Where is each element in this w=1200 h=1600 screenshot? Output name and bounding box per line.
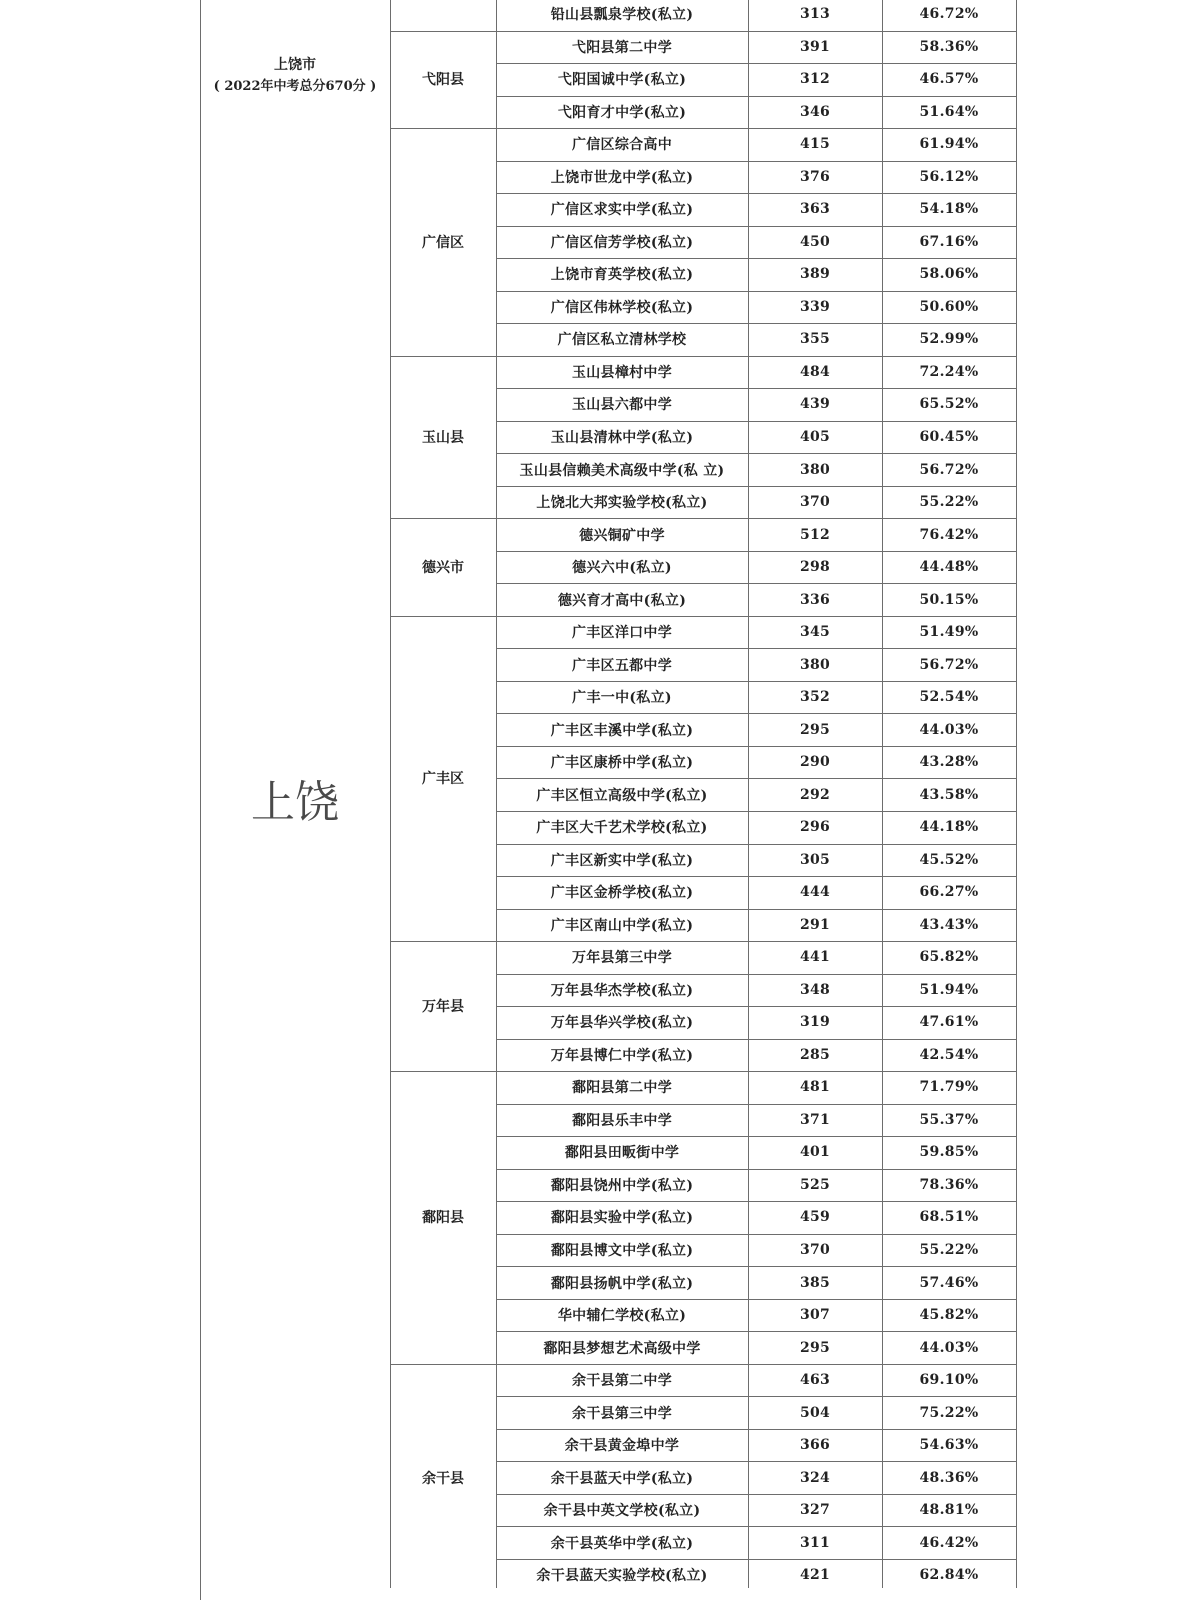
school-name: 广丰区大千艺术学校(私立) (536, 820, 708, 837)
school-name: 上饶北大邦实验学校(私立) (536, 495, 708, 512)
school-name: 鄱阳县第二中学 (571, 1080, 673, 1097)
school-percent: 45.82% (919, 1307, 979, 1324)
school-percent: 46.42% (919, 1534, 979, 1551)
school-percent: 65.82% (919, 949, 979, 966)
city-label (200, 55, 390, 97)
school-percent: 52.99% (919, 331, 979, 348)
school-score: 481 (799, 1079, 831, 1096)
school-score: 296 (799, 819, 831, 836)
school-percent: 65.52% (919, 396, 979, 413)
school-score: 307 (799, 1307, 831, 1324)
school-name: 德兴六中(私立) (572, 560, 672, 577)
school-percent: 45.52% (919, 851, 979, 868)
school-name: 华中辅仁学校(私立) (557, 1308, 687, 1325)
school-name: 余干县蓝天实验学校(私立) (536, 1568, 708, 1585)
school-score: 327 (799, 1502, 831, 1519)
school-score: 484 (799, 363, 831, 380)
school-percent: 46.72% (919, 6, 979, 23)
school-name: 余干县第二中学 (571, 1373, 673, 1390)
school-name: 鄱阳县乐丰中学 (571, 1112, 673, 1129)
school-score: 348 (799, 981, 831, 998)
school-score: 298 (799, 559, 831, 576)
school-percent: 58.06% (919, 266, 979, 283)
school-score: 295 (799, 1339, 831, 1356)
school-percent: 75.22% (919, 1404, 979, 1421)
school-name: 余干县中英文学校(私立) (543, 1503, 701, 1520)
school-score: 305 (799, 851, 831, 868)
city-note: ( 2022年中考总分670分 ) (213, 79, 377, 94)
county-name: 余干县 (422, 1470, 464, 1487)
school-percent: 48.36% (919, 1469, 979, 1486)
school-score: 345 (799, 624, 831, 641)
school-name: 鄱阳县田畈街中学 (564, 1145, 680, 1162)
school-percent: 72.24% (919, 363, 979, 380)
school-score: 463 (799, 1372, 831, 1389)
city-name: 上饶市 (274, 57, 316, 73)
school-score: 291 (799, 916, 831, 933)
school-name: 上饶市育英学校(私立) (550, 267, 694, 284)
school-percent: 43.43% (919, 916, 979, 933)
school-percent: 42.54% (919, 1046, 979, 1063)
county-name: 鄱阳县 (422, 1210, 464, 1227)
school-name: 余干县英华中学(私立) (550, 1535, 694, 1552)
school-name: 万年县华兴学校(私立) (550, 1015, 694, 1032)
school-name: 广信区求实中学(私立) (550, 202, 694, 219)
school-percent: 43.28% (919, 754, 979, 771)
school-score: 324 (799, 1469, 831, 1486)
school-name: 鄱阳县饶州中学(私立) (550, 1177, 694, 1194)
school-name: 德兴育才高中(私立) (557, 592, 687, 609)
school-percent: 59.85% (919, 1144, 979, 1161)
column-border (1016, 0, 1017, 1588)
school-percent: 56.72% (919, 461, 979, 478)
school-score: 415 (799, 136, 831, 153)
school-score: 421 (799, 1567, 831, 1584)
county-name: 万年县 (422, 999, 464, 1016)
school-name: 万年县博仁中学(私立) (550, 1047, 694, 1064)
school-name: 广丰区五都中学 (571, 657, 673, 674)
school-score: 371 (799, 1111, 831, 1128)
school-name: 广信区信芳学校(私立) (550, 234, 694, 251)
school-percent: 47.61% (919, 1014, 979, 1031)
school-percent: 46.57% (919, 71, 979, 88)
school-score: 441 (799, 949, 831, 966)
school-percent: 54.18% (919, 201, 979, 218)
school-score: 459 (799, 1209, 831, 1226)
school-score: 319 (799, 1014, 831, 1031)
school-score: 366 (799, 1437, 831, 1454)
school-name: 余干县第三中学 (571, 1405, 673, 1422)
school-percent: 78.36% (919, 1176, 979, 1193)
school-percent: 50.60% (919, 298, 979, 315)
school-score: 380 (799, 461, 831, 478)
school-score: 376 (799, 168, 831, 185)
school-score: 355 (799, 331, 831, 348)
school-percent: 51.64% (919, 103, 979, 120)
school-score: 380 (799, 656, 831, 673)
school-name: 广丰区丰溪中学(私立) (550, 722, 694, 739)
school-name: 万年县华杰学校(私立) (550, 982, 694, 999)
school-name: 余干县黄金埠中学 (564, 1438, 680, 1455)
school-percent: 69.10% (919, 1372, 979, 1389)
school-name: 德兴铜矿中学 (579, 527, 665, 544)
school-name: 弋阳县第二中学 (571, 39, 673, 56)
school-score: 385 (799, 1274, 831, 1291)
school-percent: 55.22% (919, 1242, 979, 1258)
school-score: 525 (799, 1176, 831, 1193)
school-score: 312 (799, 71, 831, 88)
school-percent: 61.94% (919, 136, 979, 153)
school-name: 鄱阳县扬帆中学(私立) (550, 1275, 694, 1292)
school-percent: 55.37% (919, 1111, 979, 1128)
school-score: 352 (799, 689, 831, 706)
school-name: 鄱阳县博文中学(私立) (550, 1243, 694, 1259)
school-percent: 66.27% (919, 884, 979, 901)
school-percent: 44.03% (919, 1339, 979, 1356)
school-score: 285 (799, 1046, 831, 1063)
school-name: 广丰区新实中学(私立) (550, 852, 694, 869)
school-name: 广丰区洋口中学 (571, 625, 673, 642)
school-score: 401 (799, 1144, 831, 1161)
school-percent: 71.79% (919, 1079, 979, 1096)
school-percent: 67.16% (919, 233, 979, 250)
school-name: 鄱阳县梦想艺术高级中学 (543, 1340, 701, 1357)
school-name: 鄱阳县实验中学(私立) (550, 1210, 694, 1227)
school-percent: 76.42% (919, 526, 979, 543)
county-name: 德兴市 (422, 560, 464, 577)
school-percent: 52.54% (919, 689, 979, 706)
school-score: 391 (799, 38, 831, 55)
big-city-label: 上饶 (251, 777, 339, 828)
school-score: 504 (799, 1404, 831, 1421)
school-score: 370 (799, 1242, 831, 1258)
school-percent: 60.45% (919, 429, 979, 445)
school-percent: 56.12% (919, 168, 979, 185)
school-percent: 43.58% (919, 786, 979, 803)
school-percent: 44.18% (919, 819, 979, 836)
school-name: 玉山县清林中学(私立) (550, 430, 694, 446)
county-name: 玉山县 (422, 430, 464, 447)
school-name: 广丰一中(私立) (572, 690, 672, 707)
school-name: 广丰区南山中学(私立) (550, 917, 694, 934)
school-name: 万年县第三中学 (571, 950, 673, 967)
school-name: 广丰区金桥学校(私立) (550, 885, 694, 902)
school-name: 广信区综合高中 (571, 137, 673, 154)
school-percent: 58.36% (919, 38, 979, 55)
county-name: 广信区 (422, 234, 464, 251)
school-name: 广丰区恒立高级中学(私立) (536, 787, 708, 804)
school-percent: 54.63% (919, 1437, 979, 1454)
school-score: 336 (799, 591, 831, 608)
school-score: 363 (799, 201, 831, 218)
school-name: 铅山县瓢泉学校(私立) (550, 7, 694, 24)
school-percent: 56.72% (919, 656, 979, 673)
school-percent: 44.03% (919, 721, 979, 738)
county-name: 弋阳县 (422, 72, 464, 89)
school-score: 346 (799, 103, 831, 120)
school-percent: 62.84% (919, 1567, 979, 1584)
school-name: 玉山县信赖美术高级中学(私 立) (519, 462, 725, 479)
school-name: 玉山县六都中学 (571, 397, 673, 414)
school-score: 292 (799, 786, 831, 803)
school-score: 512 (799, 526, 831, 543)
school-score: 370 (799, 494, 831, 511)
school-score: 295 (799, 721, 831, 738)
school-percent: 48.81% (919, 1502, 979, 1519)
county-name: 广丰区 (422, 771, 464, 788)
school-percent: 57.46% (919, 1274, 979, 1291)
school-score: 444 (799, 884, 831, 901)
school-percent: 51.94% (919, 981, 979, 998)
school-percent: 44.48% (919, 559, 979, 576)
school-name: 广信区私立清林学校 (557, 332, 687, 349)
school-score: 339 (799, 298, 831, 315)
school-name: 玉山县樟村中学 (571, 364, 673, 381)
school-score: 450 (799, 233, 831, 250)
school-score: 313 (799, 6, 831, 23)
school-percent: 51.49% (919, 624, 979, 641)
school-score: 439 (799, 396, 831, 413)
school-name: 上饶市世龙中学(私立) (550, 169, 694, 186)
school-name: 余干县蓝天中学(私立) (550, 1470, 694, 1487)
column-border (200, 0, 201, 1600)
school-percent: 55.22% (919, 494, 979, 511)
school-name: 广信区伟林学校(私立) (550, 299, 694, 316)
school-name: 广丰区康桥中学(私立) (550, 755, 694, 772)
school-score: 311 (799, 1534, 831, 1551)
school-name: 弋阳国诚中学(私立) (557, 72, 687, 89)
school-score: 389 (799, 266, 831, 283)
school-score: 405 (799, 429, 831, 445)
school-percent: 68.51% (919, 1209, 979, 1226)
school-name: 弋阳育才中学(私立) (557, 104, 687, 121)
school-percent: 50.15% (919, 591, 979, 608)
school-score: 290 (799, 754, 831, 771)
